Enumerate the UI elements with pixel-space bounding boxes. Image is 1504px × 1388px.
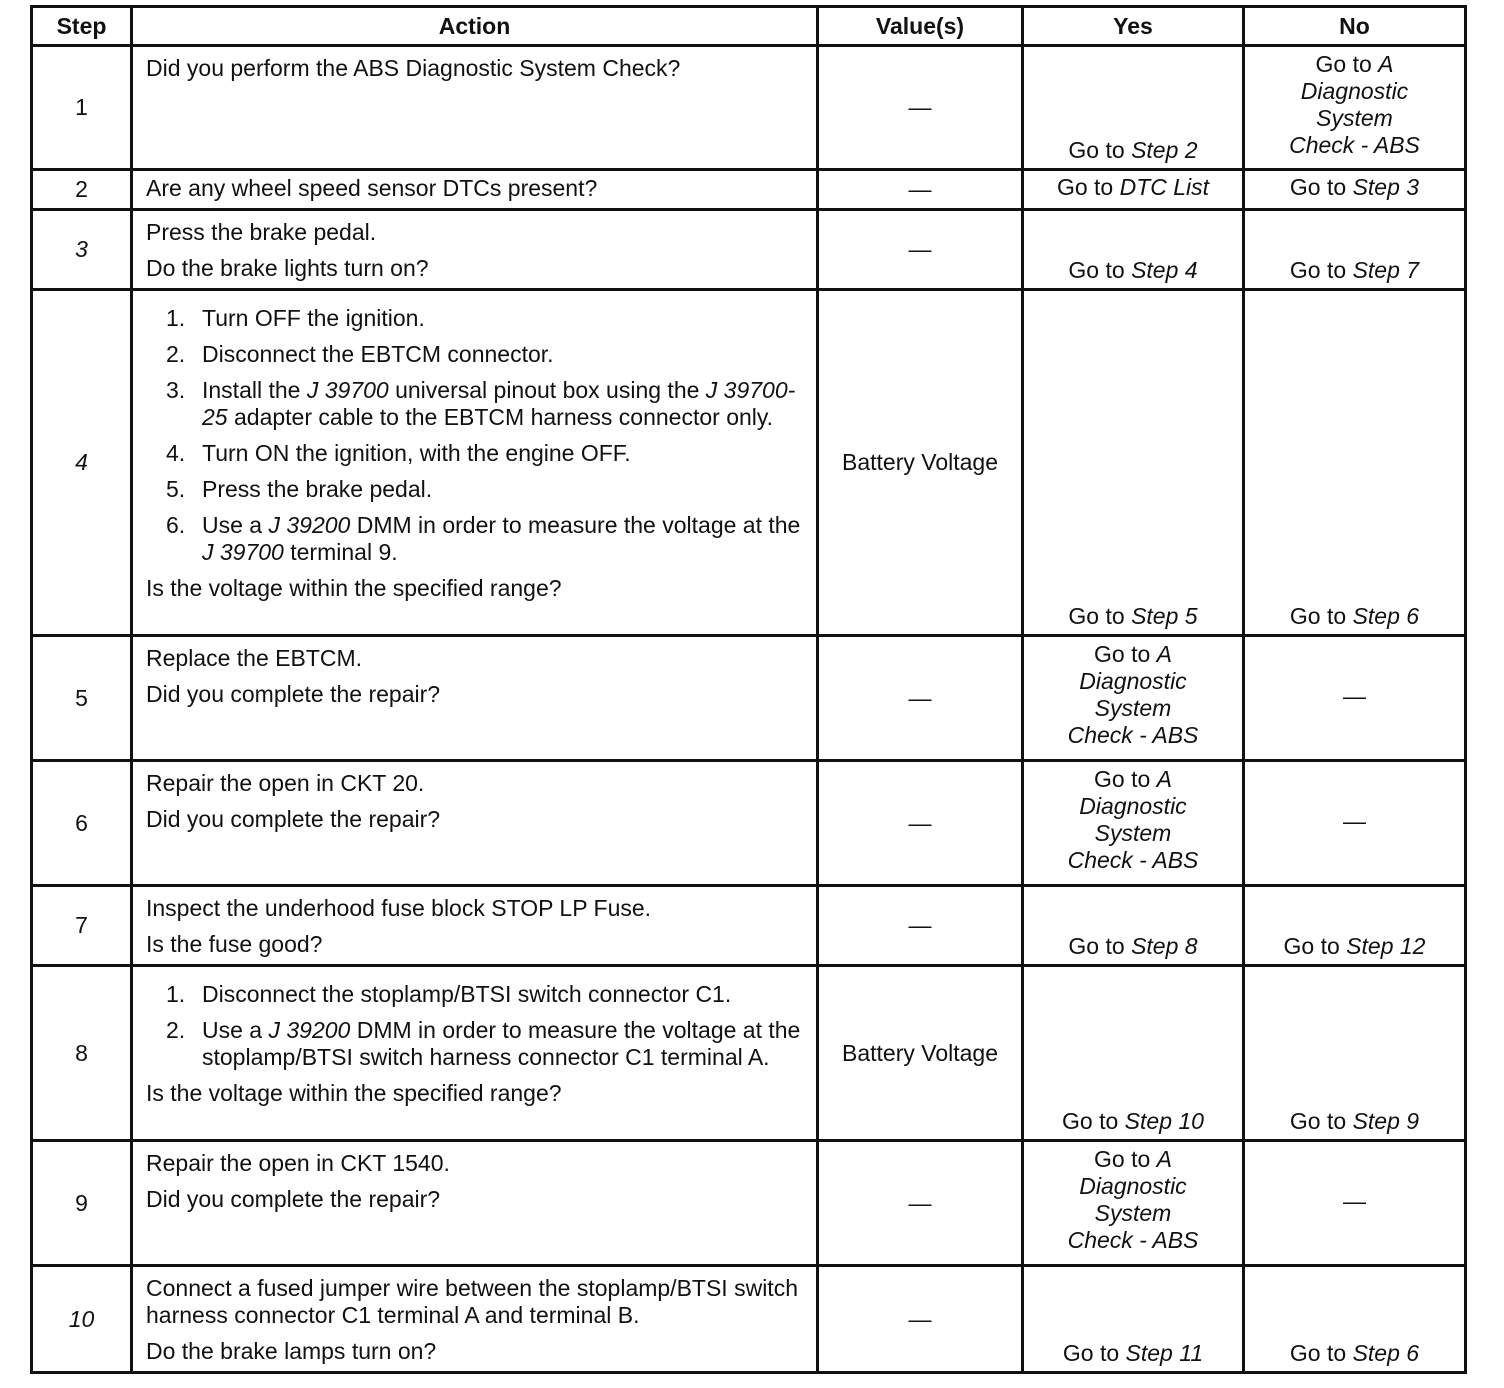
action-cell — [132, 1141, 818, 1266]
table-row — [32, 1141, 1466, 1266]
value-cell: Battery Voltage — [818, 290, 1023, 636]
action-cell — [132, 1266, 818, 1373]
table-row — [32, 170, 1466, 210]
yes-cell: Go to Step 2 — [1023, 46, 1244, 170]
table-row — [32, 46, 1466, 170]
action-question: Are any wheel speed sensor DTCs present? — [146, 175, 598, 201]
list-item: 4. Turn ON the ignition, with the engine OFF. — [166, 440, 631, 466]
tool-reference: J 39700 — [306, 377, 389, 403]
no-cell: Go to Step 3 — [1244, 170, 1466, 210]
step-number: 7 — [32, 886, 132, 966]
header-step: Step — [32, 7, 132, 46]
no-cell: Go to Step 9 — [1244, 966, 1466, 1141]
step-number: 8 — [32, 966, 132, 1141]
table-row — [32, 210, 1466, 290]
action-instruction: Replace the EBTCM. — [146, 645, 363, 671]
tool-reference: J 39700-25 — [202, 377, 796, 430]
action-question: Did you complete the repair? — [146, 1186, 441, 1212]
action-question: Do the brake lamps turn on? — [146, 1338, 437, 1364]
header-yes: Yes — [1023, 7, 1244, 46]
step-number: 9 — [32, 1141, 132, 1266]
value-cell: — — [818, 636, 1023, 761]
table-row — [32, 636, 1466, 761]
list-item: 1. Disconnect the stoplamp/BTSI switch connector C1. — [166, 981, 732, 1007]
action-question: Is the voltage within the specified range? — [146, 575, 562, 601]
table-row — [32, 290, 1466, 636]
tool-reference: J 39200 — [268, 512, 351, 538]
list-item: 1. Turn OFF the ignition. — [166, 305, 425, 331]
action-cell — [132, 886, 818, 966]
value-cell: — — [818, 886, 1023, 966]
value-cell: — — [818, 46, 1023, 170]
step-number: 3 — [32, 210, 132, 290]
step-number: 4 — [32, 290, 132, 636]
action-question: Did you perform the ABS Diagnostic System Check? — [146, 55, 681, 81]
action-cell — [132, 636, 818, 761]
tool-reference: J 39200 — [268, 1017, 351, 1043]
action-cell — [132, 170, 818, 210]
table-row — [32, 1266, 1466, 1373]
procedure-list — [146, 305, 806, 566]
tool-reference: J 39700 — [202, 539, 284, 565]
list-item: 3. Install the J 39700 universal pinout box using the J 39700-25 adapter cable to the EBTCM harness connector only. — [166, 377, 796, 430]
action-question: Is the voltage within the specified range? — [146, 1080, 562, 1106]
step-number: 1 — [32, 46, 132, 170]
yes-cell: Go to A Diagnostic System Check - ABS — [1023, 636, 1244, 761]
yes-cell: Go to A Diagnostic System Check - ABS — [1023, 761, 1244, 886]
action-instruction: Repair the open in CKT 20. — [146, 770, 425, 796]
yes-cell: Go to Step 10 — [1023, 966, 1244, 1141]
no-cell: — — [1244, 761, 1466, 886]
action-instruction: Repair the open in CKT 1540. — [146, 1150, 450, 1176]
action-cell — [132, 290, 818, 636]
action-cell — [132, 210, 818, 290]
action-instruction: Connect a fused jumper wire between the stoplamp/BTSI switch harness connector C1 terminal A and terminal B. — [146, 1275, 798, 1328]
step-number: 6 — [32, 761, 132, 886]
action-question: Is the fuse good? — [146, 931, 323, 957]
action-instruction: Press the brake pedal. — [146, 219, 377, 245]
step-number: 10 — [32, 1266, 132, 1373]
action-question: Did you complete the repair? — [146, 806, 441, 832]
yes-cell: Go to Step 8 — [1023, 886, 1244, 966]
procedure-list — [146, 981, 806, 1071]
step-number: 2 — [32, 170, 132, 210]
yes-cell: Go to Step 5 — [1023, 290, 1244, 636]
value-cell: — — [818, 170, 1023, 210]
value-cell: Battery Voltage — [818, 966, 1023, 1141]
no-cell: Go to Step 12 — [1244, 886, 1466, 966]
no-cell: Go to Step 6 — [1244, 1266, 1466, 1373]
yes-cell: Go to A Diagnostic System Check - ABS — [1023, 1141, 1244, 1266]
action-cell — [132, 46, 818, 170]
value-cell: — — [818, 1266, 1023, 1373]
list-item: 2. Disconnect the EBTCM connector. — [166, 341, 554, 367]
no-cell: — — [1244, 1141, 1466, 1266]
table-row — [32, 966, 1466, 1141]
list-item: 2. Use a J 39200 DMM in order to measure the voltage at the stoplamp/BTSI switch harness connector C1 terminal A. — [166, 1017, 801, 1070]
header-values: Value(s) — [818, 7, 1023, 46]
no-cell: Go to A Diagnostic System Check - ABS — [1244, 46, 1466, 170]
no-cell: — — [1244, 636, 1466, 761]
value-cell: — — [818, 210, 1023, 290]
table-row — [32, 761, 1466, 886]
header-row — [32, 7, 1466, 46]
step-number: 5 — [32, 636, 132, 761]
action-question: Did you complete the repair? — [146, 681, 441, 707]
yes-cell: Go to Step 11 — [1023, 1266, 1244, 1373]
action-instruction: Inspect the underhood fuse block STOP LP Fuse. — [146, 895, 652, 921]
action-cell — [132, 761, 818, 886]
diagnostic-table — [30, 5, 1467, 1374]
header-action: Action — [132, 7, 818, 46]
yes-cell: Go to DTC List — [1023, 170, 1244, 210]
value-cell: — — [818, 1141, 1023, 1266]
header-no: No — [1244, 7, 1466, 46]
value-cell: — — [818, 761, 1023, 886]
action-cell — [132, 966, 818, 1141]
yes-cell: Go to Step 4 — [1023, 210, 1244, 290]
table-row — [32, 886, 1466, 966]
list-item: 6. Use a J 39200 DMM in order to measure the voltage at the J 39700 terminal 9. — [166, 512, 801, 565]
step-reference: Step 2 — [1131, 137, 1198, 163]
action-question: Do the brake lights turn on? — [146, 255, 429, 281]
list-item: 5. Press the brake pedal. — [166, 476, 433, 502]
no-cell: Go to Step 6 — [1244, 290, 1466, 636]
no-cell: Go to Step 7 — [1244, 210, 1466, 290]
